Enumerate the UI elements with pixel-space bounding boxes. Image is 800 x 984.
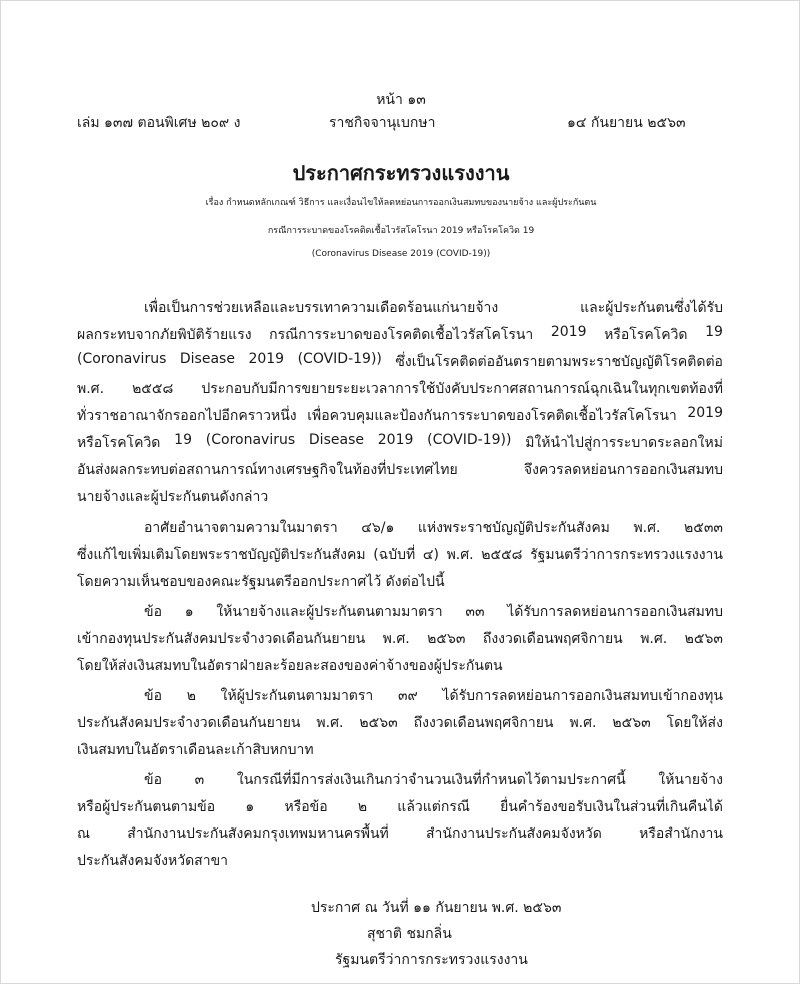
page-number: หน้า ๑๓ [376,92,426,108]
para2-line-2 [77,544,723,566]
word: ยื่นคำร้องขอรับเงินในส่วนที่เกินคืนได้ [500,799,723,815]
word: ได้รับการลดหย่อนการออกเงินสมทบเข้ากองทุน [442,688,723,704]
clause1-line-1 [144,601,723,623]
word: (COVID-19)) [297,351,382,367]
word: และผู้ประกันตนซึ่งได้รับ [580,300,723,316]
word: เพื่อควบคุมและป้องกันการระบาดของโรคติดเชื้อไวรัสโคโรนา [307,408,677,424]
word: หรือผู้ประกันตนตามข้อ [77,799,216,815]
clause1-line-3: โดยให้ส่งเงินสมทบในอัตราฝ่ายละร้อยละสองของค่าจ้างของผู้ประกันตน [77,658,503,674]
word: ๓๙ [397,688,418,704]
word: 19 [174,432,192,448]
clause1-line-2 [77,628,723,650]
word: ถึงงวดเดือนพฤศจิกายน [413,715,554,731]
word: ๒ [357,799,368,815]
clause3-line-4: ประกันสังคมจังหวัดสาขา [77,853,229,869]
word: 2019 [248,351,285,367]
word: ๒๕๖๓ [359,715,398,731]
word: ผลกระทบจากภัยพิบัติร้ายแรง [77,327,252,343]
para1-line-4 [77,378,723,400]
word: สำนักงานประกันสังคมกรุงเทพมหานครพื้นที่ [127,826,389,842]
word: พ.ศ. [382,631,410,647]
word: ณ [77,826,90,842]
word: มิให้นำไปสู่การระบาดระลอกใหม่ [525,435,723,451]
clause2-line-1 [144,685,723,707]
word: พ.ศ. [446,547,474,563]
word: ให้นายจ้าง [658,772,723,788]
clause3-line-1 [144,769,723,791]
word: ข้อ [144,604,162,620]
word: ๒ [186,688,196,704]
para1-line-3 [77,351,723,373]
word: อันส่งผลกระทบต่อสถานการณ์ทางเศรษฐกิจในท้องที่ประเทศไทย [77,462,458,478]
word: 19 [705,324,723,340]
gazette-date: ๑๔ กันยายน ๒๕๖๓ [567,115,686,131]
word: (Coronavirus [77,351,167,367]
clause2-line-2 [77,712,723,734]
signatory-position: รัฐมนตรีว่าการกระทรวงแรงงาน [335,952,528,968]
word: ๒๕๖๓ [684,631,723,647]
word: ถึงงวดเดือนพฤศจิกายน [482,631,623,647]
word: Disease [308,432,364,448]
para1-line-6 [77,432,723,454]
word: (Coronavirus [205,432,296,448]
word: (COVID-19)) [427,432,512,448]
word: พ.ศ. [633,520,661,536]
word: ในกรณีที่มีการส่งเงินเกินกว่าจำนวนเงินที่กำหนดไว้ตามประกาศนี้ [236,772,626,788]
word: จึงควรลดหย่อนการออกเงินสมทบ [523,462,723,478]
word: ให้ผู้ประกันตนตามมาตรา [220,688,374,704]
word: เพื่อเป็นการช่วยเหลือและบรรเทาความเดือดร้อนแก่นายจ้าง [144,300,499,316]
word: ๒๕๖๓ [427,631,466,647]
para1-line-5 [77,405,723,427]
word: ให้นายจ้างและผู้ประกันตนตามมาตรา [216,604,443,620]
word: รัฐมนตรีว่าการกระทรวงแรงงาน [530,547,723,563]
clause3-line-3 [77,823,723,845]
word: ได้รับการลดหย่อนการออกเงินสมทบ [507,604,723,620]
word: ๔) [422,547,439,563]
word: ๒๕๓๓ [684,520,723,536]
word: ๒๕๖๓ [612,715,651,731]
subject-line-1: เรื่อง กำหนดหลักเกณฑ์ วิธีการ และเงื่อนไขให้ลดหย่อนการออกเงินสมทบของนายจ้าง และผู้ประกันตน [205,198,597,208]
word: ๓๓ [465,604,485,620]
word: พ.ศ. [316,715,344,731]
word: ข้อ [144,772,162,788]
word: ประกอบกับมีการขยายระยะเวลาการใช้บังคับประกาศสถานการณ์ฉุกเฉินในทุกเขตท้องที่ [201,381,723,397]
word: หรือข้อ [284,799,328,815]
word: หรือโรคโควิด [77,435,161,451]
word: ทั่วราชอาณาจักรออกไปอีกคราวหนึ่ง [77,408,297,424]
word: พ.ศ. [77,381,105,397]
word: ๒๕๕๘ [132,381,174,397]
para1-line-1 [144,297,723,319]
word: 2019 [377,432,414,448]
word: พ.ศ. [569,715,597,731]
clause3-line-2 [77,796,723,818]
subject-line-3: (Coronavirus Disease 2019 (COVID-19)) [311,249,491,259]
word: Disease [179,351,235,367]
word: 2019 [687,405,723,421]
word: ประกันสังคมประจำงวดเดือนกันยายน [77,715,301,731]
word: อาศัยอำนาจตามความในมาตรา [144,520,338,536]
word: ๒๕๕๘ [481,547,523,563]
word: ๑ [245,799,255,815]
word: กรณีการระบาดของโรคติดเชื้อไวรัสโคโรนา [269,327,534,343]
gazette-name: ราชกิจจานุเบกษา [329,115,436,131]
word: ซึ่งแก้ไขเพิ่มเติมโดยพระราชบัญญัติประกันสังคม [77,547,366,563]
word: เข้ากองทุนประกันสังคมประจำงวดเดือนกันยายน [77,631,366,647]
document-title: ประกาศกระทรวงแรงงาน [292,161,510,185]
word: (ฉบับที่ [373,547,416,563]
para2-line-3: โดยความเห็นชอบของคณะรัฐมนตรีออกประกาศไว้ ดังต่อไปนี้ [77,574,445,590]
para1-line-2 [77,324,723,346]
word: แล้วแต่กรณี [397,799,470,815]
word: ข้อ [144,688,162,704]
para1-line-8: นายจ้างและผู้ประกันตนดังกล่าว [77,489,269,505]
word: 2019 [550,324,587,340]
word: สำนักงานประกันสังคมจังหวัด [425,826,602,842]
word: หรือโรคโควิด [604,327,688,343]
word: โดยให้ส่ง [666,715,723,731]
para2-line-1 [144,517,723,539]
word: ๓ [194,772,205,788]
word: พ.ศ. [640,631,668,647]
word: ซึ่งเป็นโรคติดต่ออันตรายตามพระราชบัญญัติโรคติดต่อ [395,354,723,370]
clause2-line-3: เงินสมทบในอัตราเดือนละเก้าสิบหกบาท [77,742,314,758]
word: แห่งพระราชบัญญัติประกันสังคม [417,520,610,536]
word: ๑ [184,604,194,620]
volume-info: เล่ม ๑๓๗ ตอนพิเศษ ๒๐๙ ง [77,115,241,131]
announcement-date: ประกาศ ณ วันที่ ๑๑ กันยายน พ.ศ. ๒๕๖๓ [311,900,562,916]
word: ๔๖/๑ [361,520,395,536]
signatory-name: สุชาติ ชมกลิ่น [367,926,452,942]
word: หรือสำนักงาน [639,826,723,842]
para1-line-7 [77,459,723,481]
subject-line-2: กรณีการระบาดของโรคติดเชื้อไวรัสโคโรนา 2019 หรือโรคโควิด 19 [267,226,535,236]
